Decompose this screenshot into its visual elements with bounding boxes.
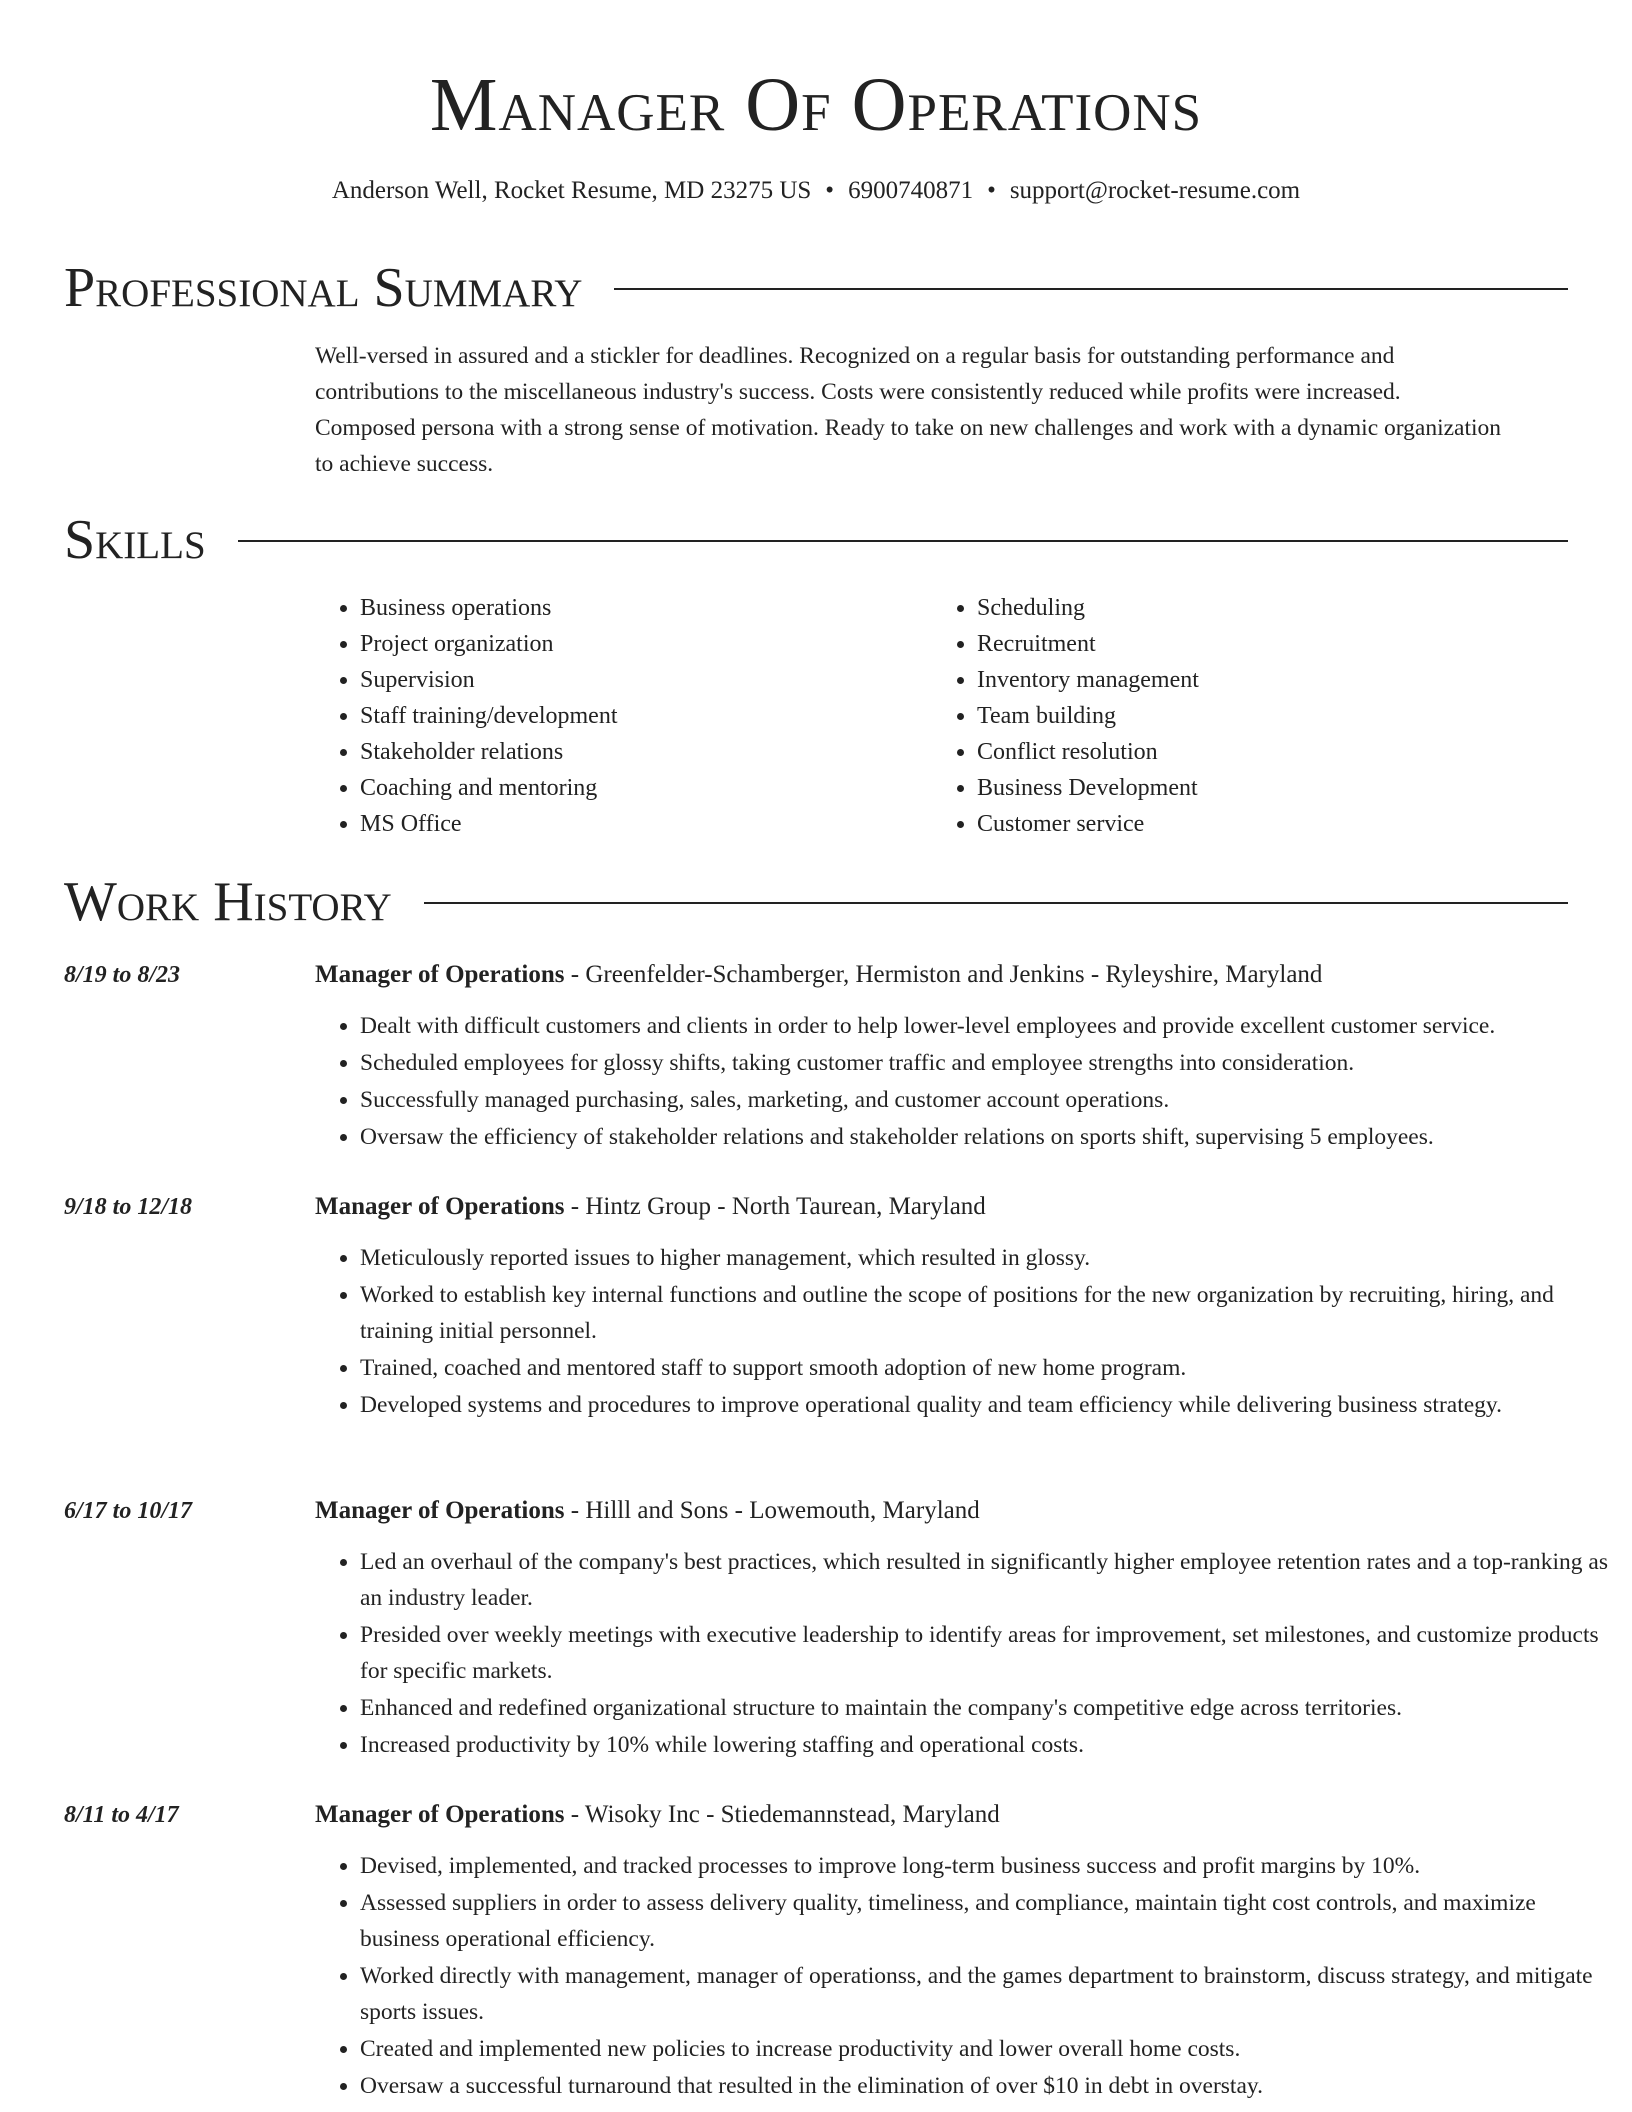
job-bullet: • Oversaw a successful turnaround that resulted in the elimination of over $10 in debt in overstay. (360, 2068, 1620, 2104)
skill-item: • Business operations (360, 590, 618, 626)
skill-item: • Staff training/development (360, 698, 618, 734)
job-employer: - Greenfelder-Schamberger, Hermiston and Jenkins - Ryleyshire, Maryland (564, 961, 1323, 988)
resume-name: Manager Of Operations (429, 63, 1203, 147)
skill-item: • Team building (977, 698, 1199, 734)
job-title: Manager of Operations (315, 1497, 565, 1524)
job-employer: - Hintz Group - North Taurean, Maryland (564, 1193, 986, 1220)
job-bullet: • Trained, coached and mentored staff to support smooth adoption of new home program. (360, 1350, 1620, 1386)
contact-phone: 6900740871 (848, 177, 974, 204)
section-divider (614, 288, 1568, 290)
job-bullet: • Created and implemented new policies to increase productivity and lower overall home costs. (360, 2031, 1620, 2067)
skill-item: • Inventory management (977, 662, 1199, 698)
job-title-line (315, 1494, 980, 1528)
work-heading: Work History (64, 871, 392, 933)
skills-column-2 (932, 590, 1199, 842)
section-divider (238, 540, 1568, 542)
job-bullet: • Led an overhaul of the company's best practices, which resulted in significantly higher employee retention rates and a top-ranking as an industry leader. (360, 1544, 1620, 1616)
skill-item: • MS Office (360, 806, 618, 842)
job-employer: - Wisoky Inc - Stiedemannstead, Maryland (564, 1801, 1000, 1828)
job-title-line (315, 958, 1322, 992)
summary-heading: Professional Summary (64, 257, 583, 319)
job-bullet: • Successfully managed purchasing, sales, marketing, and customer account operations. (360, 1082, 1620, 1118)
skill-item: • Recruitment (977, 626, 1199, 662)
job-employer: - Hilll and Sons - Lowemouth, Maryland (564, 1497, 980, 1524)
job-bullet: • Oversaw the efficiency of stakeholder relations and stakeholder relations on sports shift, supervising 5 employees. (360, 1119, 1620, 1155)
job-bullet: • Meticulously reported issues to higher management, which resulted in glossy. (360, 1240, 1620, 1276)
skills-section-header (64, 508, 1568, 572)
job-bullets (315, 1240, 1620, 1424)
job-title: Manager of Operations (315, 1801, 565, 1828)
skill-item: • Project organization (360, 626, 618, 662)
job-bullet: • Dealt with difficult customers and clients in order to help lower-level employees and provide excellent customer service. (360, 1008, 1620, 1044)
job-title-line (315, 1190, 986, 1224)
job-bullets (315, 1848, 1620, 2105)
job-dates: 9/18 to 12/18 (64, 1194, 193, 1220)
section-divider (424, 902, 1568, 904)
skills-heading: Skills (64, 509, 206, 571)
contact-separator: • (825, 177, 835, 204)
skill-item: • Conflict resolution (977, 734, 1199, 770)
job-bullet: • Assessed suppliers in order to assess delivery quality, timeliness, and compliance, maintain tight cost controls, and maximize business operational efficiency. (360, 1885, 1620, 1957)
job-dates: 8/11 to 4/17 (64, 1802, 179, 1828)
skill-item: • Customer service (977, 806, 1199, 842)
summary-text: Well-versed in assured and a stickler for deadlines. Recognized on a regular basis for outstanding performance and contributions to the miscellaneous industry's success. Costs were consistently reduced while profits were increased. Composed persona with a strong sense of motivation. Ready to take on new challenges and work with a dynamic organization to achieve success. (315, 343, 1502, 477)
job-bullet: • Enhanced and redefined organizational structure to maintain the company's competitive edge across territories. (360, 1690, 1620, 1726)
skill-item: • Supervision (360, 662, 618, 698)
job-title: Manager of Operations (315, 961, 565, 988)
job-bullet: • Increased productivity by 10% while lowering staffing and operational costs. (360, 1727, 1620, 1763)
job-title: Manager of Operations (315, 1193, 565, 1220)
contact-separator: • (987, 177, 996, 204)
skill-item: • Stakeholder relations (360, 734, 618, 770)
contact-email: support@rocket-resume.com (1009, 177, 1301, 204)
summary-section-header (64, 256, 1568, 320)
skill-item: • Business Development (977, 770, 1199, 806)
job-bullet: • Developed systems and procedures to improve operational quality and team efficiency while delivering business strategy. (360, 1387, 1620, 1423)
skills-column-1 (315, 590, 618, 842)
job-title-line (315, 1798, 1000, 1832)
job-bullets (315, 1008, 1620, 1156)
job-bullet: • Devised, implemented, and tracked processes to improve long-term business success and profit margins by 10%. (360, 1848, 1620, 1884)
contact-address: Anderson Well, Rocket Resume, MD 23275 US (331, 177, 812, 204)
work-section-header (64, 870, 1568, 934)
job-bullet: • Worked to establish key internal functions and outline the scope of positions for the new organization by recruiting, hiring, and training initial personnel. (360, 1277, 1620, 1349)
job-dates: 6/17 to 10/17 (64, 1498, 193, 1524)
job-dates: 8/19 to 8/23 (64, 962, 181, 988)
skill-item: • Coaching and mentoring (360, 770, 618, 806)
job-bullet: • Presided over weekly meetings with executive leadership to identify areas for improvement, set milestones, and customize products for specific markets. (360, 1617, 1620, 1689)
skill-item: • Scheduling (977, 590, 1199, 626)
job-bullet: • Worked directly with management, manager of operationss, and the games department to brainstorm, discuss strategy, and mitigate sports issues. (360, 1958, 1620, 2030)
contact-line (0, 174, 1632, 208)
job-bullet: • Scheduled employees for glossy shifts, taking customer traffic and employee strengths into consideration. (360, 1045, 1620, 1081)
job-bullets (315, 1544, 1620, 1764)
